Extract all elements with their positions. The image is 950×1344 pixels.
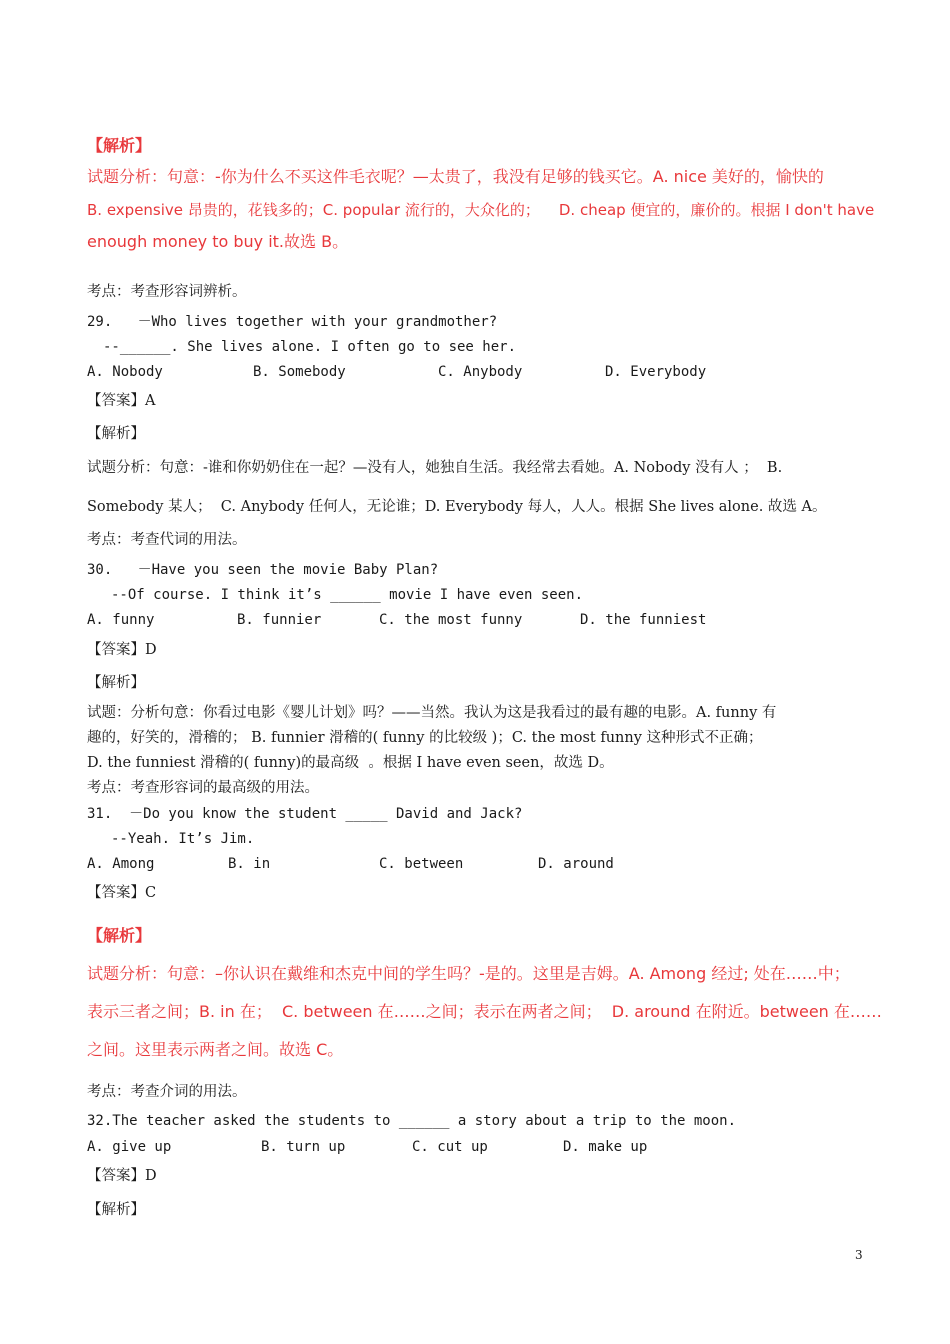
- q29-analysis-line: Somebody 某人； C. Anybody 任何人，无论谁；D. Everybody 每人，人人。根据 She lives alone. 故选 A。: [87, 499, 827, 515]
- q31-analysis-line: 之间。这里表示两者之间。故选 C。: [87, 1040, 344, 1059]
- q28-point: 考点：考查形容词辨析。: [87, 284, 247, 300]
- q30-analysis-header: 【解析】: [87, 675, 145, 691]
- q29-option-c: C. Anybody: [438, 364, 523, 380]
- q32-analysis-header: 【解析】: [87, 1202, 145, 1218]
- q28-analysis-line: B. expensive 昂贵的，花钱多的；C. popular 流行的，大众化的； D. cheap 便宜的，廉价的。根据 I don't have: [87, 201, 875, 219]
- q30-analysis-line: D. the funniest 滑稽的( funny)的最高级 。根据 I have even seen，故选 D。: [87, 755, 614, 771]
- q31-answer: 【答案】C: [87, 885, 157, 901]
- q31-option-c: C. between: [379, 856, 464, 872]
- q31-analysis-header: 【解析】: [87, 926, 152, 945]
- q30-analysis-line: 趣的，好笑的，滑稽的； B. funnier 滑稽的( funny 的比较级 )；C. the most funny 这种形式不正确；: [87, 730, 763, 746]
- q28-analysis-header: 【解析】: [87, 136, 152, 155]
- q29-option-a: A. Nobody: [87, 364, 163, 380]
- q29-analysis-line: 试题分析：句意：-谁和你奶奶住在一起？—没有人，她独自生活。我经常去看她。A. Nobody 没有人 ； B.: [87, 460, 783, 476]
- q31-point: 考点：考查介词的用法。: [87, 1084, 247, 1100]
- q30-option-c: C. the most funny: [379, 612, 523, 628]
- q30-stem: 30. －Have you seen the movie Baby Plan?: [87, 562, 439, 578]
- q30-option-a: A. funny: [87, 612, 155, 628]
- q30-option-b: B. funnier: [237, 612, 322, 628]
- q29-answer: 【答案】A: [87, 393, 156, 409]
- q31-option-d: D. around: [538, 856, 614, 872]
- q30-analysis-line: 试题：分析句意：你看过电影《婴儿计划》吗？——当然。我认为这是我看过的最有趣的电影。A. funny 有: [87, 705, 777, 721]
- q31-analysis-line: 试题分析：句意：–你认识在戴维和杰克中间的学生吗？-是的。这里是吉姆。A. Among 经过; 处在……中；: [87, 964, 850, 983]
- q30-answer: 【答案】D: [87, 642, 157, 658]
- q29-option-b: B. Somebody: [253, 364, 346, 380]
- q29-reply: --______. She lives alone. I often go to see her.: [103, 339, 517, 355]
- q28-analysis-line: 试题分析：句意：-你为什么不买这件毛衣呢？—太贵了，我没有足够的钱买它。A. nice 美好的，愉快的: [87, 167, 824, 186]
- q32-option-b: B. turn up: [261, 1139, 346, 1155]
- q32-stem: 32.The teacher asked the students to ______ a story about a trip to the moon.: [87, 1113, 737, 1129]
- q31-reply: --Yeah. It’s Jim.: [111, 831, 255, 847]
- q29-point: 考点：考查代词的用法。: [87, 532, 247, 548]
- q31-option-b: B. in: [228, 856, 271, 872]
- q30-reply: --Of course. I think it’s ______ movie I have even seen.: [111, 587, 584, 603]
- q32-option-c: C. cut up: [412, 1139, 488, 1155]
- q32-option-a: A. give up: [87, 1139, 172, 1155]
- q29-stem: 29. －Who lives together with your grandmother?: [87, 314, 498, 330]
- q29-option-d: D. Everybody: [605, 364, 707, 380]
- q29-analysis-header: 【解析】: [87, 426, 145, 442]
- q31-analysis-line: 表示三者之间；B. in 在； C. between 在……之间；表示在两者之间； D. around 在附近。between 在……: [87, 1002, 882, 1021]
- q30-option-d: D. the funniest: [580, 612, 707, 628]
- q30-point: 考点：考查形容词的最高级的用法。: [87, 780, 319, 796]
- q31-option-a: A. Among: [87, 856, 155, 872]
- q28-analysis-line: enough money to buy it.故选 B。: [87, 232, 349, 251]
- q32-answer: 【答案】D: [87, 1168, 157, 1184]
- page-number: 3: [855, 1248, 863, 1262]
- q32-option-d: D. make up: [563, 1139, 648, 1155]
- q31-stem: 31. －Do you know the student _____ David and Jack?: [87, 806, 523, 822]
